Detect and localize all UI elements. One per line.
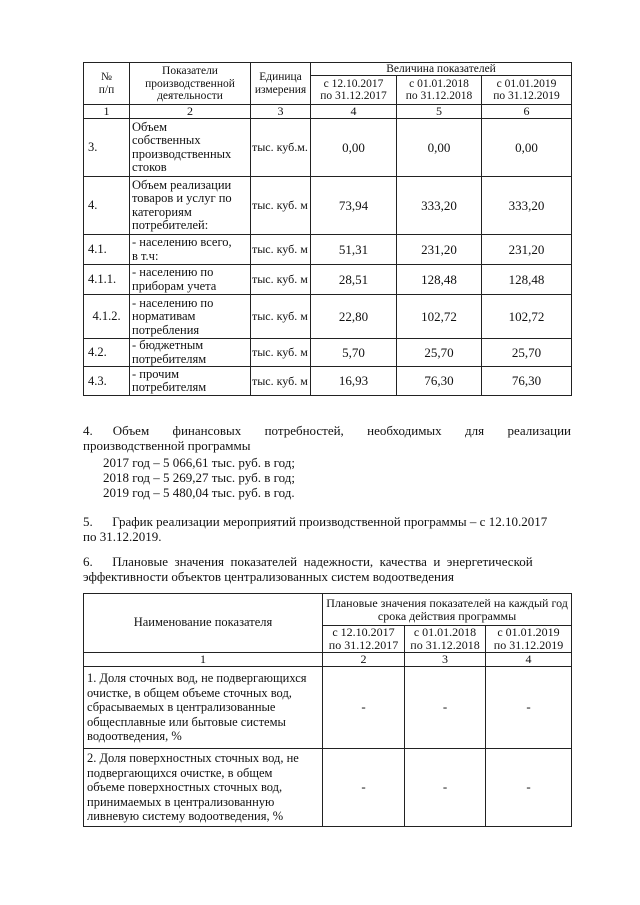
table-row [84,667,572,749]
value-2017: - [323,749,405,827]
section-4-paragraph [83,423,571,453]
value-2019: - [486,749,572,827]
col-index: 3 [251,105,311,119]
row-number: 3. [84,119,130,177]
table-row [84,119,572,177]
row-number: 4.2. [84,339,130,367]
value-2019: - [486,667,572,749]
row-unit: тыс. куб. м [251,295,311,339]
col-index: 4 [311,105,397,119]
row-name: - населению по нормативам потребления [130,295,251,339]
row-value-2019: 231,20 [482,235,572,265]
value-2017: - [323,667,405,749]
row-value-2019: 102,72 [482,295,572,339]
row-value-2018: 231,20 [397,235,482,265]
column-index-row [84,105,572,119]
section-6-line-1: 6. Плановые значения показателей надежности, качества и энергетической [83,554,533,569]
row-value-2018: 0,00 [397,119,482,177]
value-2018: - [405,667,486,749]
row-value-2017: 16,93 [311,367,397,396]
col-index: 2 [130,105,251,119]
row-name: Объем собственных производственных стоков [130,119,251,177]
budget-2019: 2019 год – 5 480,04 тыс. руб. в год. [103,485,295,500]
row-unit: тыс. куб. м [251,339,311,367]
col-index: 3 [405,653,486,667]
row-name: - населению всего, в т.ч: [130,235,251,265]
production-indicators-table [83,62,572,396]
col-index: 1 [84,105,130,119]
row-value-2017: 5,70 [311,339,397,367]
section-5-line-2: по 31.12.2019. [83,529,162,544]
table-row [84,295,572,339]
header-period-2019: с 01.01.2019 по 31.12.2019 [482,76,572,105]
row-name: - бюджетным потребителям [130,339,251,367]
row-number: 4. [84,177,130,235]
row-value-2018: 128,48 [397,265,482,295]
section-6-paragraph [83,554,571,584]
header-planned-values: Плановые значения показателей на каждый год срока действия программы [323,594,572,626]
row-number: 4.1. [84,235,130,265]
header-num: № п/п [84,63,130,105]
header-period-2017: с 12.10.2017 по 31.12.2017 [311,76,397,105]
row-value-2019: 25,70 [482,339,572,367]
section-5-paragraph [83,514,571,544]
row-value-2017: 51,31 [311,235,397,265]
section-4-line-1: 4. Объем финансовых потребностей, необходимых для реализации [83,423,571,438]
table-row [84,177,572,235]
row-value-2018: 102,72 [397,295,482,339]
row-value-2019: 333,20 [482,177,572,235]
row-name: - прочим потребителям [130,367,251,396]
row-value-2018: 76,30 [397,367,482,396]
row-unit: тыс. куб. м [251,177,311,235]
header-period-2018: с 01.01.2018 по 31.12.2018 [405,626,486,653]
row-name: - населению по приборам учета [130,265,251,295]
value-2018: - [405,749,486,827]
table-row [84,235,572,265]
col-index: 2 [323,653,405,667]
column-index-row [84,653,572,667]
table-row [84,265,572,295]
col-index: 6 [482,105,572,119]
row-number: 4.1.1. [84,265,130,295]
row-value-2018: 25,70 [397,339,482,367]
row-unit: тыс. куб. м [251,235,311,265]
row-value-2017: 22,80 [311,295,397,339]
indicator-name: 1. Доля сточных вод, не подвергающихся очистке, в общем объеме сточных вод, сбрасываемых в централизованные общесплавные или бытовые системы водоотведения, % [84,667,323,749]
header-period-2018: с 01.01.2018 по 31.12.2018 [397,76,482,105]
budget-2018: 2018 год – 5 269,27 тыс. руб. в год; [103,470,295,485]
col-index: 4 [486,653,572,667]
col-index: 5 [397,105,482,119]
row-value-2017: 73,94 [311,177,397,235]
indicator-name: 2. Доля поверхностных сточных вод, не подвергающихся очистке, в общем объеме поверхностных сточных вод, принимаемых в централизованную ливневую систему водоотведения, % [84,749,323,827]
row-name: Объем реализации товаров и услуг по категориям потребителей: [130,177,251,235]
row-value-2018: 333,20 [397,177,482,235]
col-index: 1 [84,653,323,667]
header-period-2017: с 12.10.2017 по 31.12.2017 [323,626,405,653]
row-value-2019: 76,30 [482,367,572,396]
header-values: Величина показателей [311,63,572,76]
table-row [84,367,572,396]
header-period-2019: с 01.01.2019 по 31.12.2019 [486,626,572,653]
table-row [84,339,572,367]
section-4-line-2: производственной программы [83,438,251,453]
section-5-line-1: 5. График реализации мероприятий производственной программы – с 12.10.2017 [83,514,548,529]
row-unit: тыс. куб. м [251,367,311,396]
header-name: Показатели производственной деятельности [130,63,251,105]
header-unit: Единица измерения [251,63,311,105]
row-value-2019: 128,48 [482,265,572,295]
row-number: 4.3. [84,367,130,396]
table-row [84,749,572,827]
row-number: 4.1.2. [84,295,130,339]
row-unit: тыс. куб.м. [251,119,311,177]
budget-2017: 2017 год – 5 066,61 тыс. руб. в год; [103,455,295,470]
row-unit: тыс. куб. м [251,265,311,295]
header-indicator-name: Наименование показателя [84,594,323,653]
reliability-indicators-table [83,593,572,827]
section-6-line-2: эффективности объектов централизованных систем водоотведения [83,569,454,584]
row-value-2019: 0,00 [482,119,572,177]
row-value-2017: 0,00 [311,119,397,177]
row-value-2017: 28,51 [311,265,397,295]
